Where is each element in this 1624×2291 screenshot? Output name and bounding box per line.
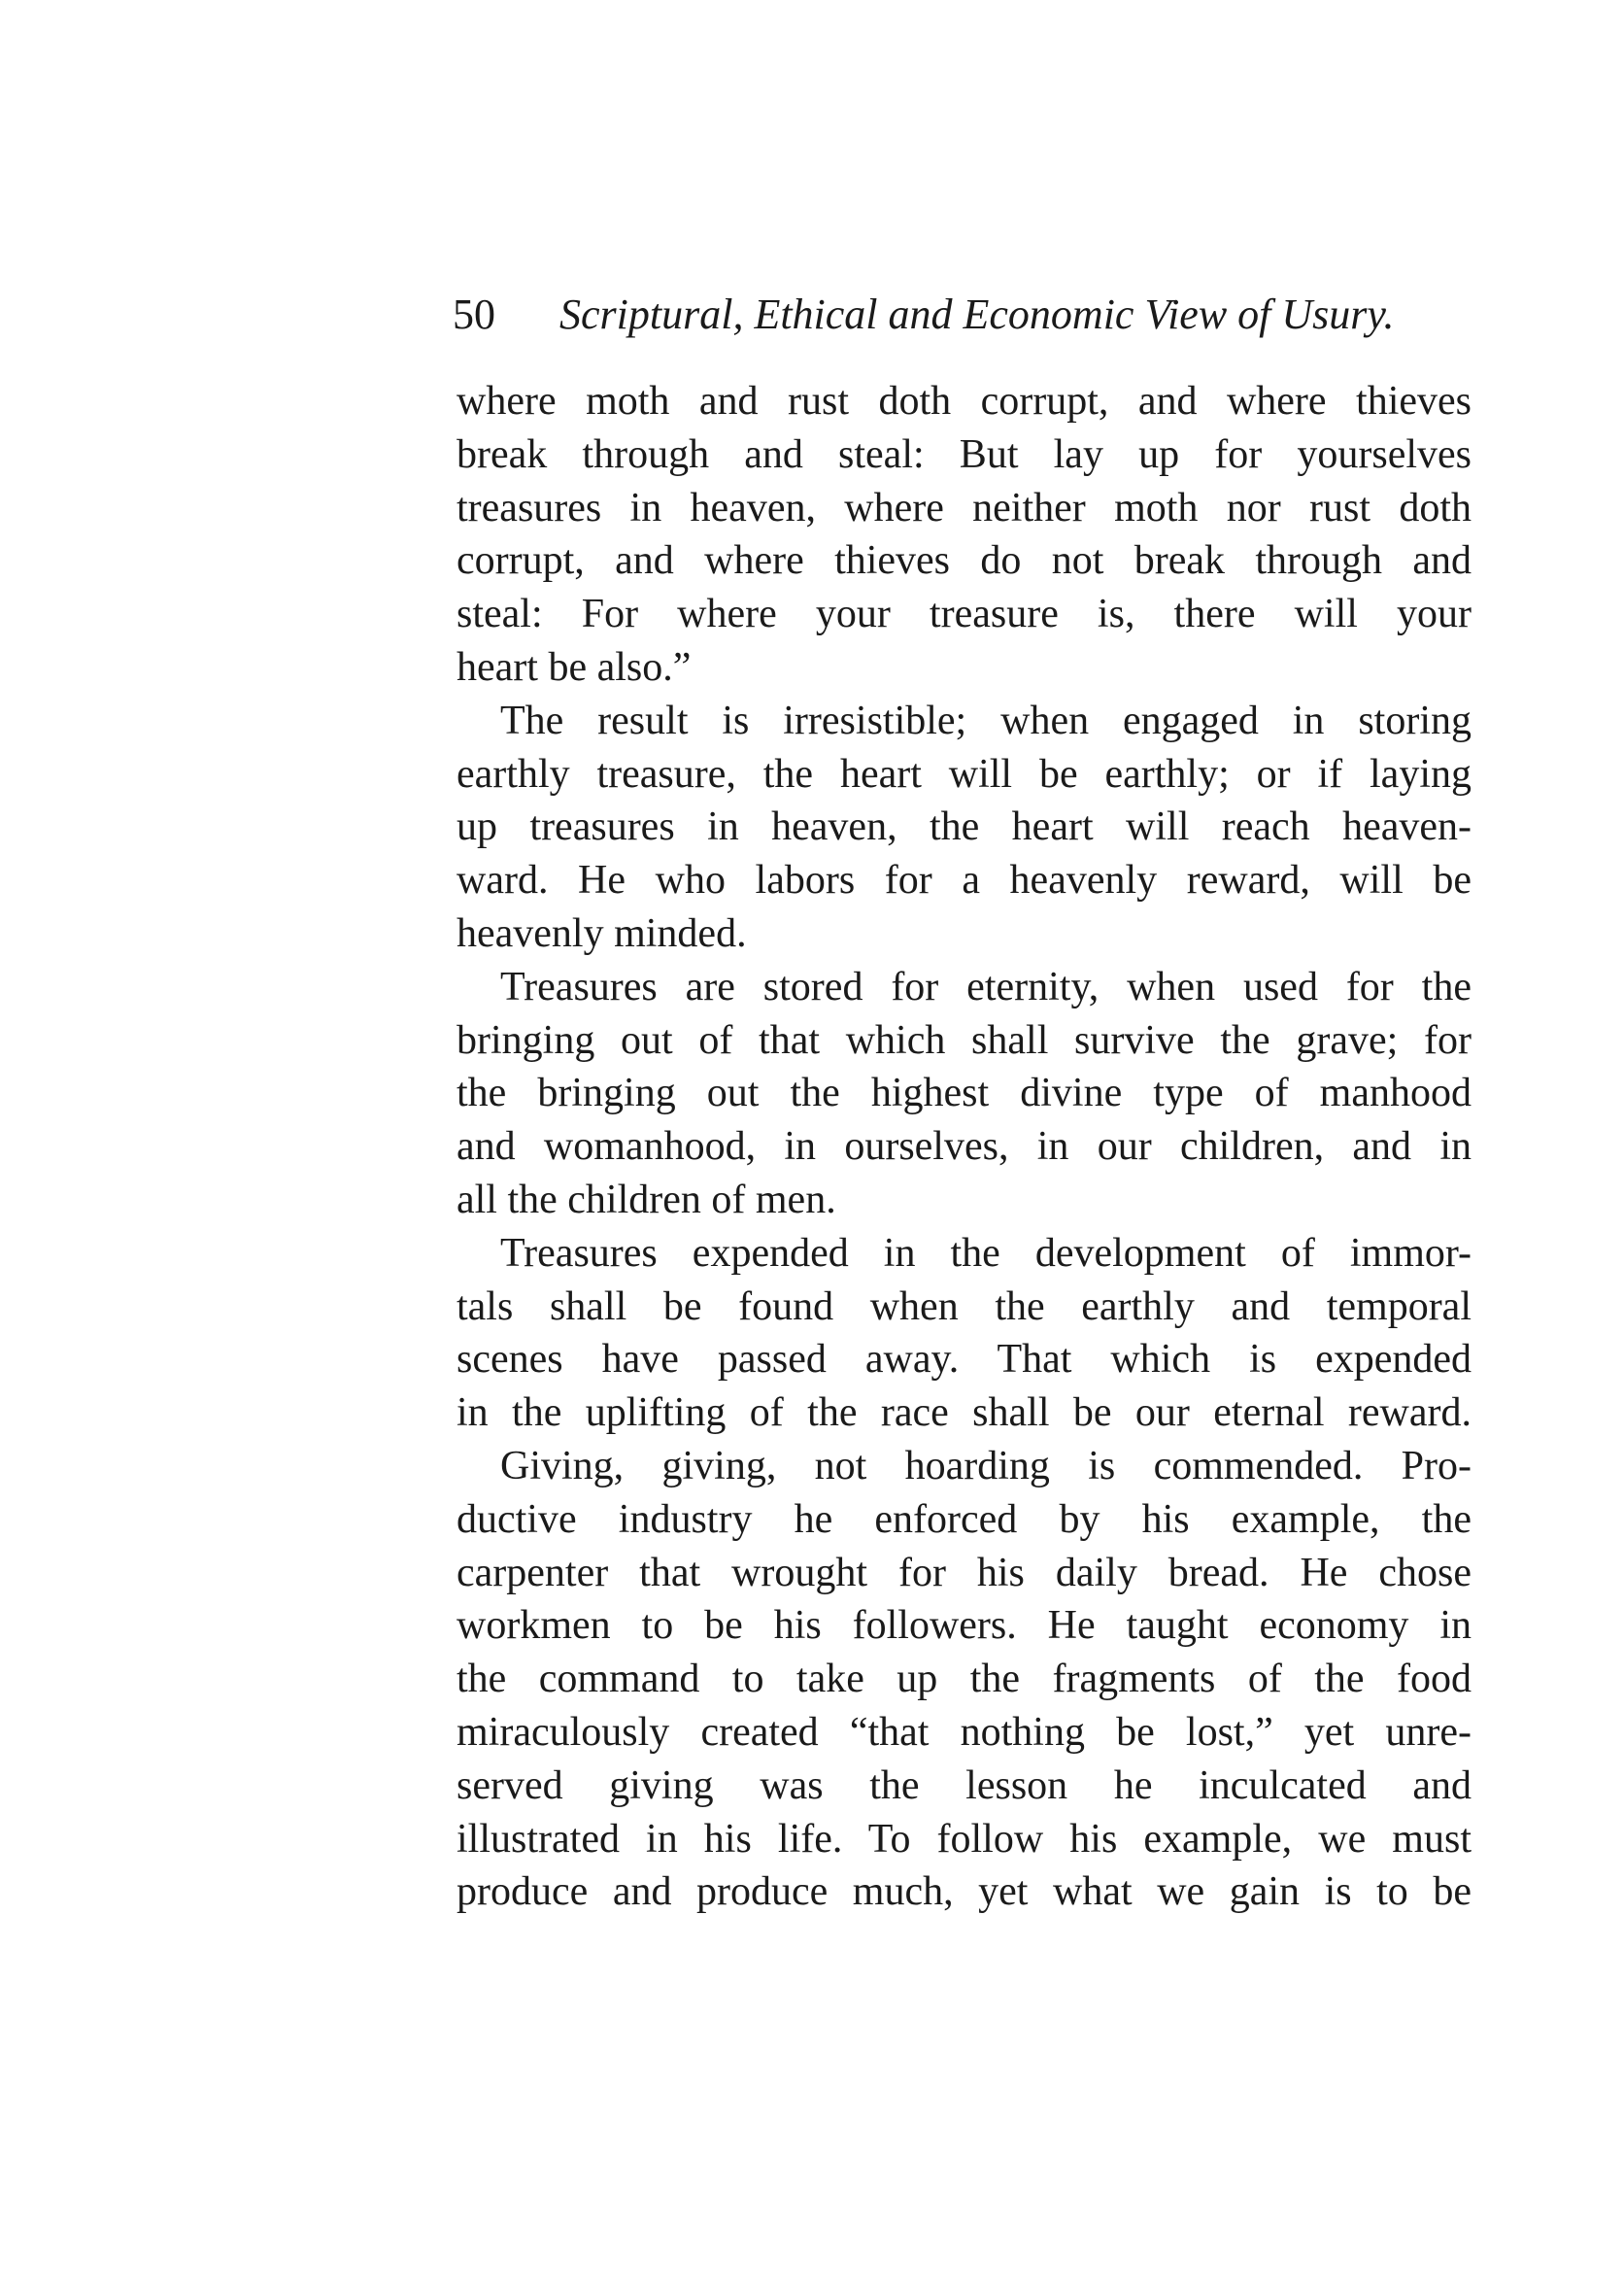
paragraph (457, 375, 1472, 695)
text-line: The result is irresistible; when engaged in storing (500, 698, 1472, 743)
text-line: bringing out of that which shall survive the grave; for (457, 1017, 1472, 1063)
body-text (457, 375, 1472, 1919)
paragraph (457, 961, 1472, 1227)
running-title: Scriptural, Ethical and Economic View of Usury. (559, 291, 1395, 338)
text-line: heart be also.” (457, 644, 692, 690)
paragraph (457, 1440, 1472, 1919)
text-line: ductive industry he enforced by his example, the (457, 1496, 1472, 1542)
paragraph (457, 695, 1472, 961)
text-line: scenes have passed away. That which is expended (457, 1337, 1472, 1383)
text-line: earthly treasure, the heart will be earthly; or if laying (457, 751, 1472, 797)
text-line: where moth and rust doth corrupt, and where thieves (457, 379, 1472, 424)
text-line: up treasures in heaven, the heart will reach heaven- (457, 804, 1472, 850)
paragraph (457, 1227, 1472, 1440)
text-line: the command to take up the fragments of the food (457, 1657, 1472, 1702)
text-line: miraculously created “that nothing be lost,” yet unre- (457, 1709, 1472, 1755)
text-line: ward. He who labors for a heavenly reward, will be (457, 858, 1472, 904)
text-line: carpenter that wrought for his daily bread. He chose (457, 1550, 1472, 1595)
text-line: workmen to be his followers. He taught economy in (457, 1603, 1472, 1649)
text-line: produce and produce much, yet what we gain is to be (457, 1869, 1472, 1915)
text-line: Treasures expended in the development of immor- (500, 1230, 1472, 1276)
text-line: served giving was the lesson he inculcated and (457, 1762, 1472, 1808)
text-line: and womanhood, in ourselves, in our children, and in (457, 1124, 1472, 1170)
text-line: Giving, giving, not hoarding is commended. Pro- (500, 1443, 1472, 1488)
text-line: Treasures are stored for eternity, when used for the (500, 964, 1472, 1009)
text-line: heavenly minded. (457, 910, 747, 956)
text-line: treasures in heaven, where neither moth nor rust doth (457, 485, 1472, 530)
text-line: steal: For where your treasure is, there will your (457, 592, 1472, 637)
text-line: the bringing out the highest divine type of manhood (457, 1071, 1472, 1116)
text-line: break through and steal: But lay up for yourselves (457, 431, 1472, 477)
text-line: tals shall be found when the earthly and temporal (457, 1283, 1472, 1329)
text-line: all the children of men. (457, 1177, 836, 1222)
running-head (453, 288, 1472, 342)
page-number: 50 (453, 291, 495, 338)
text-line: corrupt, and where thieves do not break through and (457, 538, 1472, 584)
text-line: in the uplifting of the race shall be our eternal reward. (457, 1390, 1472, 1436)
text-line: illustrated in his life. To follow his example, we must (457, 1816, 1472, 1862)
